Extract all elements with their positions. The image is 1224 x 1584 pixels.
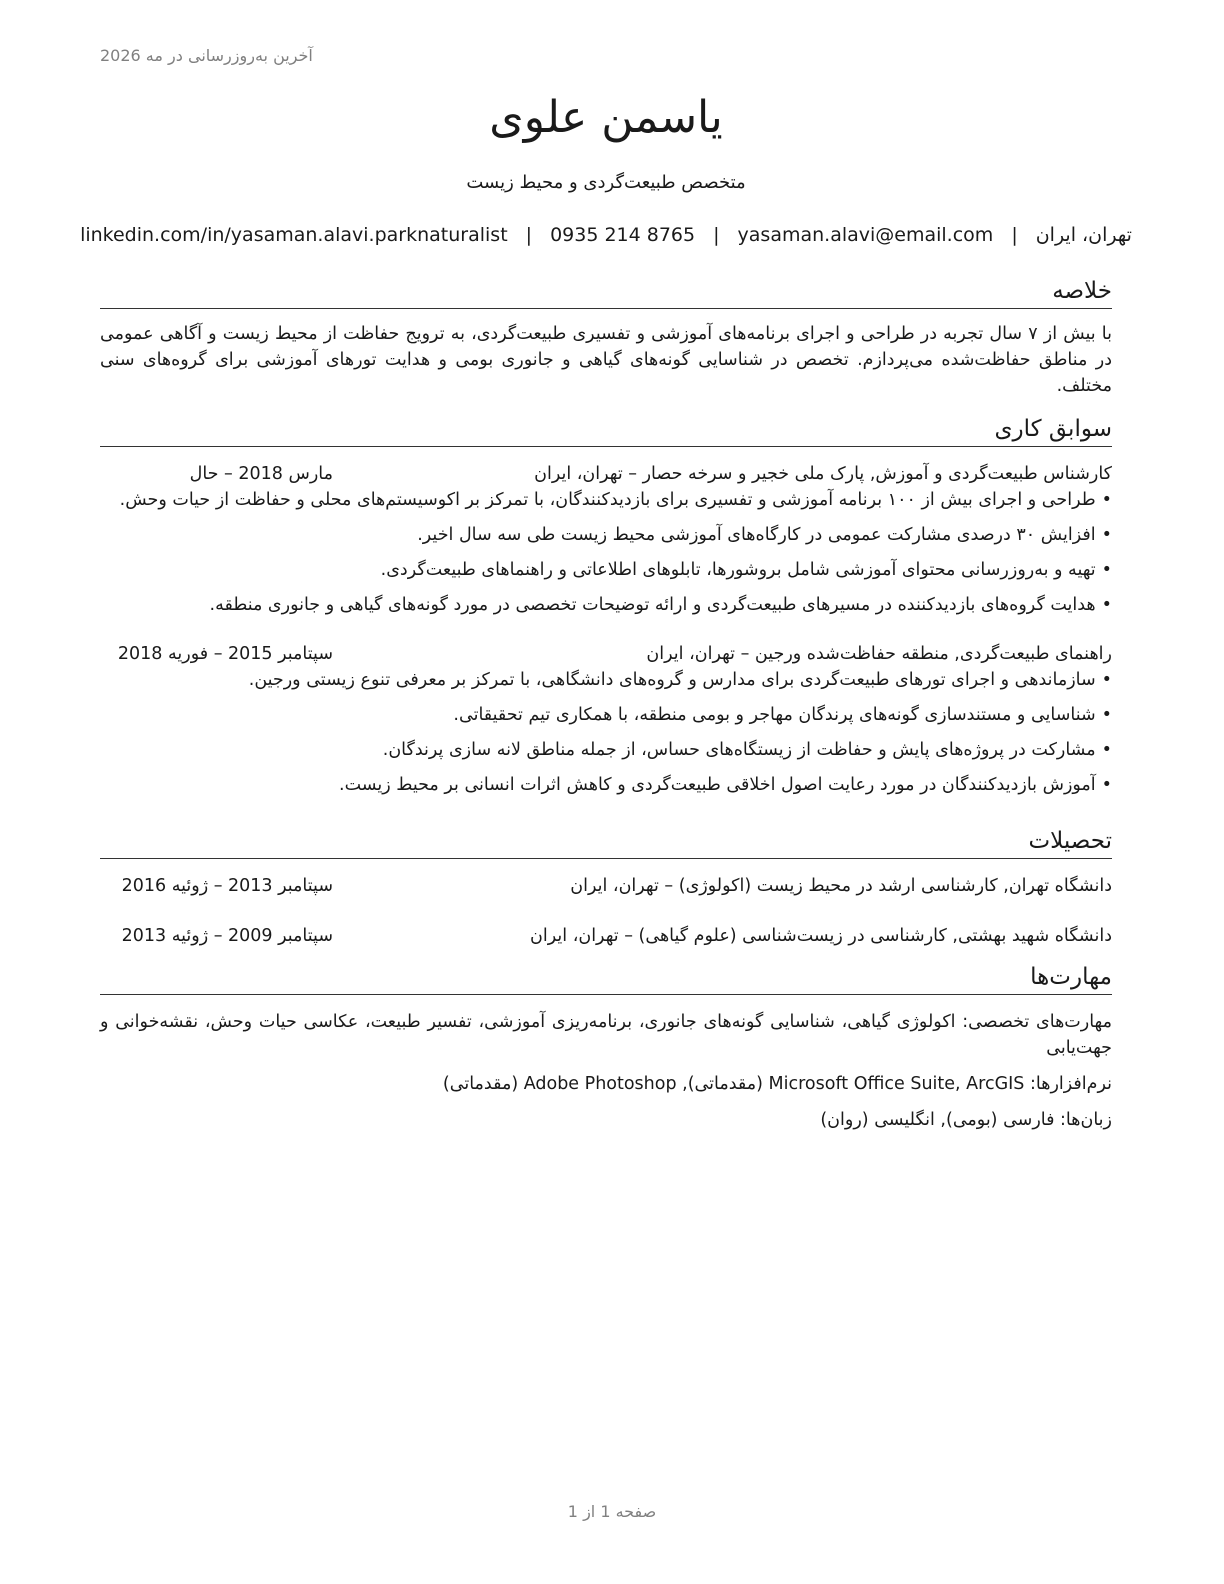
contact-separator: | [713, 224, 720, 246]
list-item: •هدایت گروه‌های بازدیدکننده در مسیرهای طبیعت‌گردی و ارائه توضیحات تخصصی در مورد گونه‌های گیاهی و جانوری منطقه. [209, 595, 1112, 615]
skills-section [100, 962, 1112, 1133]
list-item: •تهیه و به‌روزرسانی محتوای آموزشی شامل بروشورها، تابلوهای اطلاعاتی و راهنماهای طبیعت‌گردی. [380, 560, 1112, 580]
job-header [100, 461, 1112, 487]
contact-email[interactable]: yasaman.alavi@email.com [737, 224, 994, 246]
skills-specialized: مهارت‌های تخصصی: اکولوژی گیاهی، شناسایی گونه‌های جانوری، برنامه‌ریزی آموزشی، تفسیر طبیعت، عکاسی حیات وحش، نقشه‌خوانی و جهت‌یابی [100, 1012, 1112, 1058]
skills-languages: زبان‌ها: فارسی (بومی), انگلیسی (روان) [820, 1110, 1112, 1130]
contact-separator: | [1011, 224, 1018, 246]
job-header [100, 641, 1112, 667]
experience-section [100, 414, 1112, 807]
job-bullets [100, 667, 1112, 807]
section-heading: مهارت‌ها [100, 962, 1112, 995]
education-title: دانشگاه تهران, کارشناسی ارشد در محیط زیست (اکولوژی) – تهران، ایران [570, 876, 1112, 896]
job-bullets [100, 487, 1112, 627]
last-updated-note: آخرین به‌روزرسانی در مه 2026 [100, 46, 313, 65]
education-entry [100, 873, 1112, 899]
contact-phone: 0935 214 8765 [550, 224, 696, 246]
education-entry [100, 923, 1112, 949]
education-section [100, 826, 1112, 949]
section-heading: تحصیلات [100, 826, 1112, 859]
job-title: کارشناس طبیعت‌گردی و آموزش, پارک ملی خجیر و سرخه حصار – تهران، ایران [534, 464, 1112, 484]
summary-text: با بیش از ۷ سال تجربه در طراحی و اجرای برنامه‌های آموزشی و تفسیری طبیعت‌گردی، به ترویج حفاظت از محیط زیست و آگاهی عمومی در مناطق حفاظت‌شده می‌پردازم. تخصص در شناسایی گونه‌های گیاهی و جانوری بومی و هدایت تورهای آموزشی برای گروه‌های سنی مختلف. [100, 324, 1112, 396]
candidate-title: متخصص طبیعت‌گردی و محیط زیست [466, 172, 746, 193]
page-number: صفحه 1 از 1 [567, 1502, 657, 1521]
contact-linkedin-link[interactable]: linkedin.com/in/yasaman.alavi.parknaturalist [80, 224, 508, 246]
list-item: •افزایش ۳۰ درصدی مشارکت عمومی در کارگاه‌های آموزشی محیط زیست طی سه سال اخیر. [417, 525, 1112, 545]
education-dates: سپتامبر 2009 – ژوئیه 2013 [121, 926, 333, 946]
candidate-name: یاسمن علوی [489, 92, 723, 143]
job-dates: سپتامبر 2015 – فوریه 2018 [117, 644, 333, 664]
job-entry [100, 641, 1112, 807]
education-dates: سپتامبر 2013 – ژوئیه 2016 [121, 876, 333, 896]
list-item: •طراحی و اجرای بیش از ۱۰۰ برنامه آموزشی و تفسیری برای بازدیدکنندگان، با تمرکز بر اکوسیستم‌های محلی و حفاظت از حیات وحش. [119, 490, 1112, 510]
summary-section [100, 276, 1112, 399]
skills-software: نرم‌افزارها: Microsoft Office Suite, ArcGIS (مقدماتی), Adobe Photoshop (مقدماتی) [442, 1074, 1112, 1094]
list-item: •شناسایی و مستندسازی گونه‌های پرندگان مهاجر و بومی منطقه، با همکاری تیم تحقیقاتی. [453, 705, 1112, 725]
contact-separator: | [525, 224, 533, 246]
section-heading: خلاصه [100, 276, 1112, 309]
job-title: راهنمای طبیعت‌گردی, منطقه حفاظت‌شده ورجین – تهران، ایران [646, 644, 1112, 664]
list-item: •مشارکت در پروژه‌های پایش و حفاظت از زیستگاه‌های حساس، از جمله مناطق لانه سازی پرندگان. [382, 740, 1112, 760]
job-dates: مارس 2018 – حال [189, 464, 333, 484]
contact-location: تهران، ایران [1035, 224, 1132, 246]
contact-line [80, 224, 1132, 246]
resume-page [80, 0, 1132, 1584]
list-item: •سازماندهی و اجرای تورهای طبیعت‌گردی برای مدارس و گروه‌های دانشگاهی، با تمرکز بر معرفی تنوع زیستی ورجین. [248, 670, 1112, 690]
section-heading: سوابق کاری [100, 414, 1112, 447]
education-title: دانشگاه شهید بهشتی, کارشناسی در زیست‌شناسی (علوم گیاهی) – تهران، ایران [530, 926, 1112, 946]
job-entry [100, 461, 1112, 627]
list-item: •آموزش بازدیدکنندگان در مورد رعایت اصول اخلاقی طبیعت‌گردی و کاهش اثرات انسانی بر محیط زیست. [339, 775, 1112, 795]
